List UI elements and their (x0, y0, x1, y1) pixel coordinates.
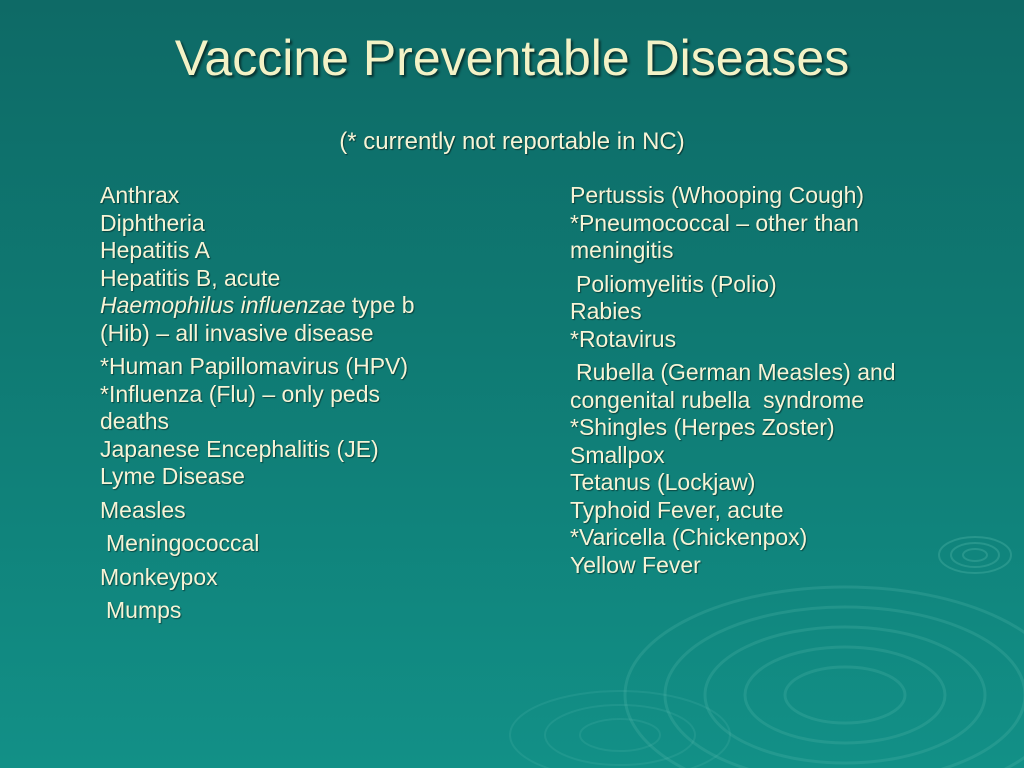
list-item (100, 497, 500, 525)
disease-influenza-continued: deaths (100, 408, 170, 434)
list-item (570, 271, 970, 354)
hib-type-text: type b (345, 292, 415, 318)
disease-hib-continued: (Hib) – all invasive disease (100, 319, 374, 346)
disease-mumps: Mumps (106, 597, 182, 623)
disease-typhoid: Typhoid Fever, acute (570, 496, 784, 523)
disease-rotavirus: *Rotavirus (570, 325, 677, 352)
disease-hepatitis-a: Hepatitis A (100, 237, 210, 263)
disease-hpv: *Human Papillomavirus (HPV) (100, 353, 409, 379)
right-disease-column (570, 182, 970, 585)
list-item (100, 597, 500, 625)
hib-italic-name: Haemophilus influenzae (100, 292, 346, 318)
disease-rubella: Rubella (German Measles) and (576, 359, 896, 385)
disease-yellow-fever: Yellow Fever (570, 551, 701, 578)
slide-title: Vaccine Preventable Diseases (174, 30, 850, 86)
list-item (100, 530, 500, 558)
disease-polio: Poliomyelitis (Polio) (576, 270, 777, 297)
disease-japanese-encephalitis: Japanese Encephalitis (JE) (100, 435, 379, 462)
list-item (100, 564, 500, 592)
list-item (570, 359, 970, 579)
disease-tetanus: Tetanus (Lockjaw) (570, 469, 756, 495)
disease-lyme: Lyme Disease (100, 463, 245, 489)
disease-shingles: *Shingles (Herpes Zoster) (570, 414, 835, 440)
disease-measles: Measles (100, 496, 186, 523)
disease-pneumococcal: *Pneumococcal – other than (570, 209, 859, 236)
disease-diphtheria: Diphtheria (100, 209, 205, 236)
left-disease-column (100, 182, 500, 631)
disease-rubella-continued: congenital rubella syndrome (570, 386, 865, 413)
disease-pneumococcal-continued: meningitis (570, 237, 674, 263)
disease-meningococcal: Meningococcal (106, 530, 260, 556)
disease-monkeypox: Monkeypox (100, 563, 218, 590)
disease-hib-line (100, 292, 500, 320)
disease-smallpox: Smallpox (570, 441, 665, 468)
disease-hepatitis-b: Hepatitis B, acute (100, 264, 281, 291)
list-item (100, 182, 500, 347)
disease-influenza: *Influenza (Flu) – only peds (100, 380, 380, 407)
disease-varicella: *Varicella (Chickenpox) (570, 524, 808, 550)
slide-subtitle: (* currently not reportable in NC) (339, 128, 685, 155)
disease-pertussis: Pertussis (Whooping Cough) (570, 182, 865, 208)
disease-anthrax: Anthrax (100, 182, 180, 208)
list-item (100, 353, 500, 491)
disease-rabies: Rabies (570, 298, 642, 324)
list-item (570, 182, 970, 265)
